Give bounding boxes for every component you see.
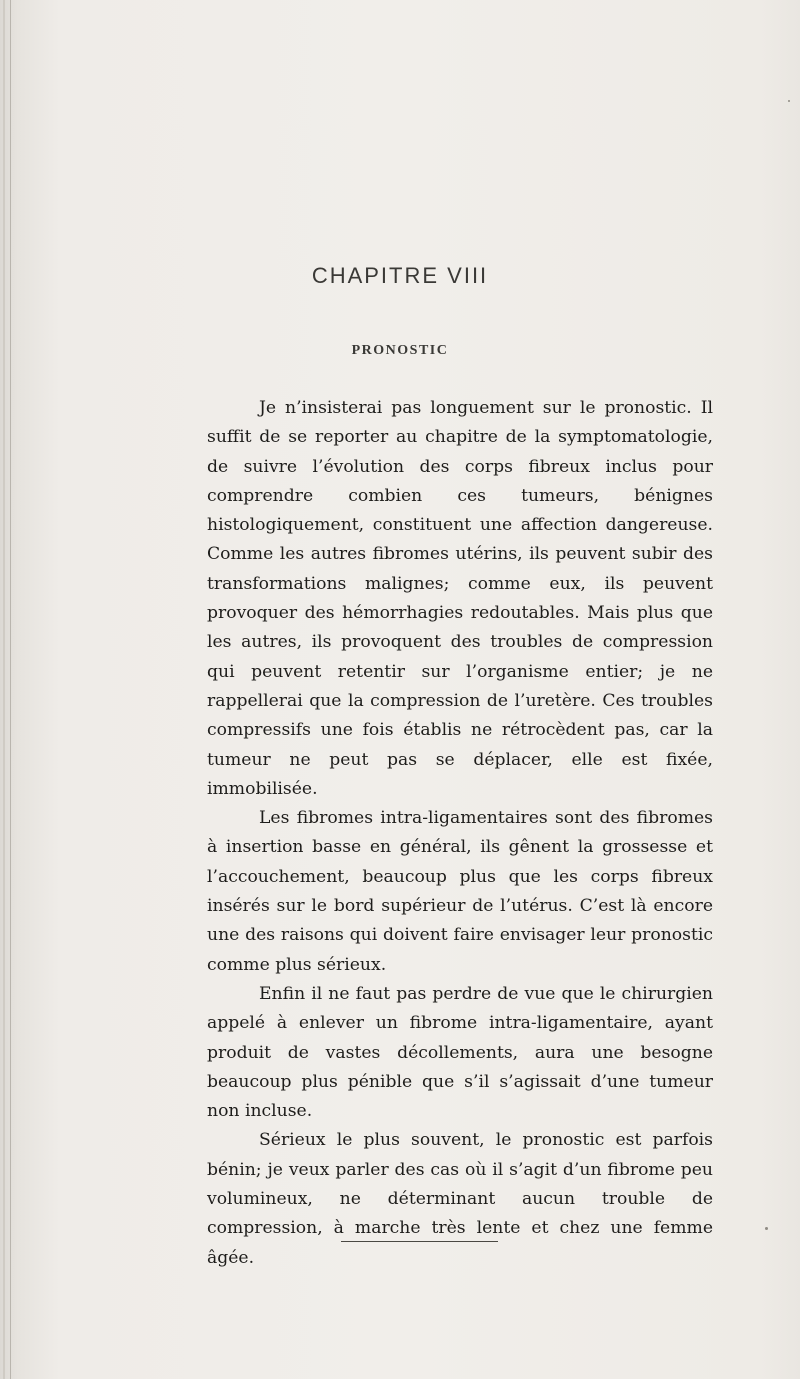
- section-title: PRONOSTIC: [351, 343, 449, 358]
- closing-rule: [341, 1241, 498, 1242]
- ink-speck: [765, 1227, 768, 1230]
- body-text: [207, 394, 713, 1273]
- ink-speck: [788, 100, 790, 102]
- chapter-title: CHAPITRE VIII: [311, 263, 489, 288]
- paragraph-2: Les fibromes intra-ligamentaires sont des fibromes à insertion basse en général, ils gênent la grossesse et l’accouchement, beaucoup plus que les corps fibreux insérés sur le bord supérieur de l’utérus. C’est là encore une des raisons qui doivent faire envisager leur pronostic comme plus sérieux.: [207, 808, 713, 975]
- paragraph-4: Sérieux le plus souvent, le pronostic est parfois bénin; je veux parler des cas où il s’agit d’un fibrome peu volumineux, ne déterminant aucun trouble de compression, à marche très lente et chez une femme âgée.: [207, 1130, 713, 1268]
- page-gutter-line: [10, 0, 11, 1379]
- paragraph-3: Enfin il ne faut pas perdre de vue que le chirurgien appelé à enlever un fibrome intra-ligamentaire, ayant produit de vastes décollements, aura une besogne beaucoup plus pénible que s’il s’agissait d’une tumeur non incluse.: [207, 983, 713, 1122]
- page-gutter-shadow: [3, 0, 5, 1379]
- paragraph-1: Je n’insisterai pas longuement sur le pronostic. Il suffit de se reporter au chapitre de la symptomatologie, de suivre l’évolution des corps fibreux inclus pour comprendre combien ces tumeurs, bénignes histologiquement, constituent une affection dangereuse. Comme les autres fibromes utérins, ils peuvent subir des transformations malignes; comme eux, ils peuvent provoquer des hémorrhagies redoutables. Mais plus que les autres, ils provoquent des troubles de compression qui peuvent retentir sur l’organisme entier; je ne rappellerai que la compression de l’uretère. Ces troubles compressifs une fois établis ne rétrocèdent pas, car la tumeur ne peut pas se déplacer, elle est fixée, immobilisée.: [207, 398, 713, 799]
